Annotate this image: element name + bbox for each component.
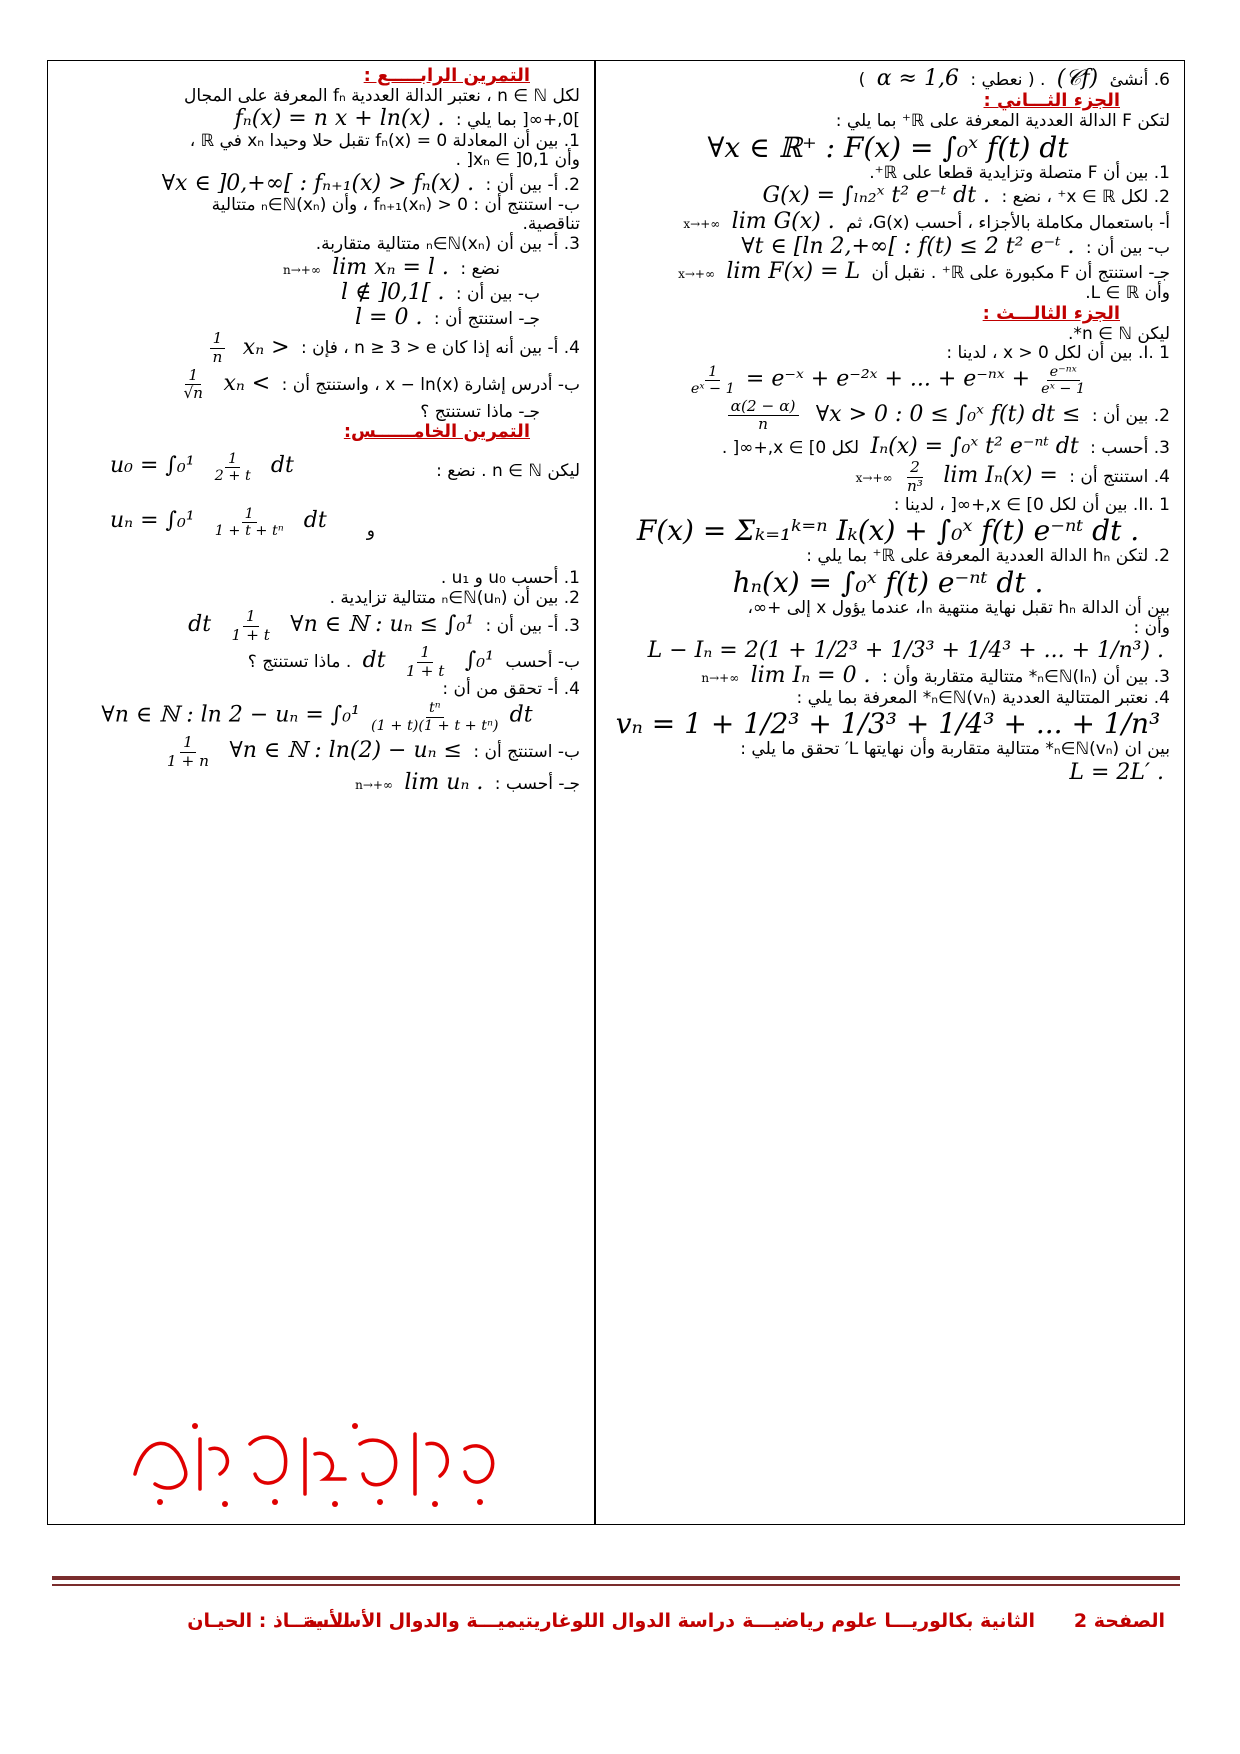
ex4-intro2 <box>54 106 580 131</box>
ex4-q3a: 3. أ- بين أن (xₙ)ₙ∈ℕ متتالية متقاربة. <box>315 234 580 255</box>
ii3-limit-sub: n→+∞ <box>701 671 740 686</box>
ii4-result: L = 2L′ . <box>1069 759 1164 785</box>
ex4-intro: لكل n ∈ ℕ ، نعتبر الدالة العددية fₙ المعرفة على المجال <box>184 85 580 106</box>
i4-text: 4. استنتج أن : <box>1069 467 1170 488</box>
fn-definition: fₙ(x) = n x + ln(x) . <box>234 106 445 132</box>
un-frac <box>212 506 287 539</box>
q4a-identity-frac <box>368 700 502 734</box>
footer-teacher: الأستــاذ : الحيـان <box>187 1610 350 1632</box>
part2-q2c-end: وأن L ∈ ℝ. <box>1085 283 1170 304</box>
un-lhs: uₙ = ∫₀¹ <box>110 508 195 533</box>
q4c-limit: lim uₙ . <box>404 770 484 796</box>
footer-topic: دراسة الدوال اللوغاريتيميـــة والدوال الأســـية <box>303 1610 735 1632</box>
footer-separator-thick <box>52 1576 1180 1580</box>
q4a-identity: ∀n ∈ ℕ : ln 2 − uₙ = ∫₀¹ <box>101 702 360 728</box>
q3b-end: . ماذا تستنتج ؟ <box>247 652 352 673</box>
u0-definition <box>104 451 300 484</box>
q6-alpha: α ≈ 1,6 <box>876 66 959 91</box>
ex5-q4b <box>54 734 580 770</box>
part3-ii2-limit <box>606 619 1170 664</box>
part2-title: الجزء الثـــاني : <box>983 90 1120 112</box>
blessing-text: بالتوفيق إن شاء الله <box>308 1504 318 1505</box>
ex5-and: و <box>366 521 375 541</box>
q3a-den: 1 + t <box>231 625 270 644</box>
q3b-frac <box>403 644 447 680</box>
part3-ii2-formula <box>606 567 1170 599</box>
q6-hint: . ( نعطي : <box>970 70 1046 90</box>
q3-limit: lim xₙ = l . <box>332 254 449 280</box>
q6-curve: (𝒞f) <box>1056 66 1099 91</box>
i3-domain: لكل x ∈ [0,+∞[ . <box>721 438 860 459</box>
un-num: 1 <box>242 506 257 523</box>
ex5-q4a: 4. أ- تحقق من أن : <box>442 679 580 700</box>
q4b5-inequality: ∀n ∈ ℕ : ln(2) − uₙ ≤ <box>229 738 462 764</box>
ex4-q3b <box>54 280 580 305</box>
q4b5-frac <box>164 734 212 770</box>
part2-intro: لتكن F الدالة العددية المعرفة على ℝ⁺ بما يلي : <box>835 110 1170 131</box>
left-column <box>50 62 590 796</box>
u0-lhs: u₀ = ∫₀¹ <box>110 453 195 478</box>
footer-separator-thin <box>52 1584 1180 1586</box>
question-6 <box>606 66 1170 91</box>
q4b5-den: 1 + n <box>166 751 210 770</box>
q6-number: 6. <box>1153 70 1170 90</box>
q3a-label: 3. أ- بين أن : <box>485 616 580 637</box>
footer <box>55 1610 1165 1642</box>
part3-ii4: 4. نعتبر المتتالية العددية (vₙ)ₙ∈ℕ* المعرفة بما يلي : <box>796 687 1170 708</box>
footer-level: الثانية بكالوريـــا علوم رياضيـــة <box>742 1610 1035 1632</box>
q3-set-label: نضع : <box>460 258 500 279</box>
q4a-identity-num: tⁿ <box>426 700 444 718</box>
ex4-q4a <box>54 330 580 366</box>
q6-text: أنشئ <box>1109 70 1149 90</box>
q4a-num: 1 <box>210 330 226 349</box>
u0-frac <box>212 451 254 484</box>
part3-i1: I. 1. بين أن لكل x > 0 ، لدينا : <box>946 343 1170 364</box>
ex4-q4c: جـ- ماذا تستنتج ؟ <box>420 401 540 422</box>
exercise4-title: التمرين الرابـــــع : <box>363 65 530 86</box>
un-definition <box>104 506 333 539</box>
ii3-text: 3. بين أن (Iₙ)ₙ∈ℕ* متتالية متقاربة وأن : <box>881 667 1170 688</box>
column-divider <box>594 60 596 1525</box>
q3-limit-sub: n→+∞ <box>282 262 321 277</box>
part3-intro: ليكن n ∈ ℕ*. <box>1068 323 1170 344</box>
part3-ii1-formula <box>606 515 1170 547</box>
part3-ii2-text: بين أن الدالة hₙ تقبل نهاية منتهية Iₙ، عندما يؤول x إلى +∞، <box>747 597 1170 618</box>
part3-ii4-text: بين ان (vₙ)ₙ∈ℕ* متتالية متقاربة وأن نهايتها L′ تحقق ما يلي : <box>740 739 1170 760</box>
q3b-integral: ∫₀¹ <box>464 648 494 674</box>
q4b5-label: ب- استنتج أن : <box>473 742 580 763</box>
q3a-num: 1 <box>243 608 259 627</box>
q4b-frac <box>180 367 206 403</box>
part3-i1-formula <box>606 364 1170 398</box>
part3-ii3 <box>606 663 1170 688</box>
i1-lhs-den: eˣ − 1 <box>690 381 735 398</box>
blessing-calligraphy <box>115 1414 510 1512</box>
part2-q1: 1. بين أن F متصلة وتزايدية قطعا على ℝ⁺. <box>869 162 1170 183</box>
ex4-q2a <box>54 171 580 196</box>
ex4-q4b <box>54 367 580 403</box>
ex5-q4a-formula <box>54 700 580 734</box>
q2a-inequality: ∀x ∈ ]0,+∞[ : fₙ₊₁(x) > fₙ(x) . <box>161 170 475 196</box>
q3b-result: l ∉ ]0,1[ . <box>341 279 445 305</box>
F-definition: ∀x ∈ ℝ⁺ : F(x) = ∫₀ˣ f(t) dt <box>707 130 1069 164</box>
part3-ii2: 2. لتكن hₙ الدالة العددية المعرفة على ℝ⁺ بما يلي : <box>806 546 1170 567</box>
part2-q2 <box>606 183 1170 208</box>
part3-i2 <box>606 398 1170 434</box>
q3b-label: ب- أحسب <box>505 652 580 673</box>
ex5-q1: 1. أحسب u₀ و u₁ . <box>440 568 580 588</box>
q4b-label: ب- أدرس إشارة x − ln(x) ، واستنتج أن : <box>281 374 580 395</box>
part3-title: الجزء الثالـــث : <box>982 303 1120 324</box>
ex4-q2b2: تناقصية. <box>522 214 580 235</box>
h-definition: hₙ(x) = ∫₀ˣ f(t) e⁻ⁿᵗ dt . <box>732 565 1044 599</box>
i2-frac-num: α(2 − α) <box>728 398 799 417</box>
i1-lhs-num: 1 <box>705 364 720 382</box>
q4b-inequality: xₙ < <box>223 370 271 396</box>
q2b-text: ب- بين أن : <box>1085 237 1170 258</box>
ex4-domain: ]0,+∞[ بما يلي : <box>455 110 580 131</box>
i3-text: 3. أحسب : <box>1090 438 1170 459</box>
q4b5-num: 1 <box>180 734 196 753</box>
q3b-den: 1 + t <box>406 661 445 680</box>
u0-den: 2 + t <box>214 468 251 484</box>
q2a-limit: lim G(x) . <box>731 208 835 234</box>
exercise5-title: التمرين الخامــــــس: <box>343 421 530 443</box>
part3-ii4-end <box>606 760 1170 785</box>
q4a-identity-dt: dt <box>509 702 533 728</box>
i1-rhs-den: eˣ − 1 <box>1041 381 1086 398</box>
q3c-label: جـ- استنتج أن : <box>433 309 540 330</box>
part2-q2a <box>606 209 1170 234</box>
q2a-text: أ- باستعمال مكاملة بالأجزاء ، أحسب G(x)، ثم <box>846 212 1170 233</box>
right-column <box>600 62 1180 785</box>
q2b-inequality: ∀t ∈ [ln 2,+∞[ : f(t) ≤ 2 t² e⁻ᵗ . <box>741 233 1075 259</box>
i4-frac-den: n³ <box>906 476 923 495</box>
i1-rhs-frac <box>1038 364 1088 398</box>
ex5-q3a <box>54 608 580 644</box>
i4-frac <box>904 459 926 495</box>
part2-definition <box>606 132 1170 164</box>
q4a-label: 4. أ- بين أنه إذا كان n ≥ 3 > e ، فإن : <box>300 338 580 359</box>
ex5-q4c <box>54 770 580 795</box>
v-definition: vₙ = 1 + 1/2³ + 1/3³ + 1/4³ + ... + 1/n³ <box>615 707 1161 741</box>
ex4-q3c <box>54 305 580 330</box>
q2c-text: جـ- استنتج أن F مكبورة على ℝ⁺ . نقبل أن <box>871 263 1170 284</box>
q4a-frac <box>210 330 226 366</box>
i2-text: 2. بين أن : <box>1091 405 1170 426</box>
q3a-inequality: ∀n ∈ ℕ : uₙ ≤ ∫₀¹ <box>290 612 475 638</box>
ex4-q1: 1. بين أن المعادلة fₙ(x) = 0 تقبل حلا وحيدا xₙ في ℝ ، <box>189 130 580 151</box>
footer-page: الصفحة 2 <box>1073 1610 1165 1632</box>
ex5-q2: 2. بين أن (uₙ)ₙ∈ℕ متتالية تزايدية . <box>329 587 580 608</box>
ii3-limit: lim Iₙ = 0 . <box>750 663 871 689</box>
q6-close: ) <box>858 70 866 90</box>
ex4-q2b: ب- استنتج أن : fₙ₊₁(xₙ) > 0 ، وأن (xₙ)ₙ∈ℕ متتالية <box>211 194 580 215</box>
part3-ii4-formula <box>606 708 1170 740</box>
q4a-identity-den: (1 + t)(1 + t + tⁿ) <box>370 717 499 734</box>
part2-q2c <box>606 259 1170 284</box>
i1-rhs-num: e⁻ⁿˣ <box>1047 364 1080 382</box>
ex4-q1b: وأن xₙ ∈ ]0,1[ . <box>455 150 580 171</box>
i2-frac-den: n <box>758 415 768 434</box>
ii1-formula: F(x) = Σₖ₌₁ᵏ⁼ⁿ Iₖ(x) + ∫₀ˣ f(t) e⁻ⁿᵗ dt . <box>636 514 1140 548</box>
ex5-definitions <box>54 451 580 561</box>
q3b-label: ب- بين أن : <box>455 283 540 304</box>
part2-q2b <box>606 234 1170 259</box>
q3a-dt: dt <box>188 612 212 638</box>
i4-frac-num: 2 <box>907 459 923 478</box>
ex4-q3set <box>54 255 580 280</box>
q3a-frac <box>228 608 272 644</box>
un-dt: dt <box>303 508 327 533</box>
u0-dt: dt <box>270 453 294 478</box>
q4a-inequality: xₙ > <box>242 334 290 360</box>
q4a-den: n <box>212 348 223 367</box>
q4b-den: √n <box>183 384 204 403</box>
q2a-label: 2. أ- بين أن : <box>485 174 580 195</box>
i2-inequality: ∀x > 0 : 0 ≤ ∫₀ˣ f(t) dt ≤ <box>815 401 1081 427</box>
ii2-difference: L − Iₙ = 2(1 + 1/2³ + 1/3³ + 1/4³ + ... + 1/n³) . <box>647 638 1164 664</box>
part3-i4 <box>606 459 1170 495</box>
i1-lhs-frac <box>688 364 738 398</box>
q4c-limit-sub: n→+∞ <box>355 778 393 793</box>
ex5-q3b <box>54 644 580 680</box>
u0-num: 1 <box>225 451 240 468</box>
q4c-label: جـ- أحسب : <box>494 774 580 795</box>
part3-ii1: II. 1. بين أن لكل x ∈ [0,+∞[ ، لدينا : <box>893 494 1170 515</box>
q3c-result: l = 0 . <box>355 305 423 331</box>
q3b-dt: dt <box>362 648 386 674</box>
i4-limit: lim Iₙ(x) = <box>943 463 1058 489</box>
un-den: 1 + t + tⁿ <box>214 523 284 539</box>
q2c-limit-sub: x→+∞ <box>678 267 715 282</box>
ex5-intro: ليكن n ∈ ℕ . نضع : <box>436 461 580 481</box>
q3b-num: 1 <box>417 644 433 663</box>
ii2-and: وأن : <box>1133 617 1170 638</box>
G-definition: G(x) = ∫ₗₙ₂ˣ t² e⁻ᵗ dt . <box>762 183 991 209</box>
i2-frac <box>728 398 799 434</box>
q2c-limit: lim F(x) = L <box>726 259 861 285</box>
part3-i3 <box>606 434 1170 459</box>
q2a-limit-sub: x→+∞ <box>683 216 721 231</box>
q2-text: 2. لكل x ∈ ℝ⁺ ، نضع : <box>1001 187 1170 208</box>
i1-rhs: = e⁻ˣ + e⁻²ˣ + ... + e⁻ⁿˣ + <box>745 366 1031 392</box>
i4-limit-sub: x→+∞ <box>855 471 893 486</box>
i3-integral: Iₙ(x) = ∫₀ˣ t² e⁻ⁿᵗ dt <box>870 434 1079 460</box>
q4b-num: 1 <box>185 367 201 386</box>
